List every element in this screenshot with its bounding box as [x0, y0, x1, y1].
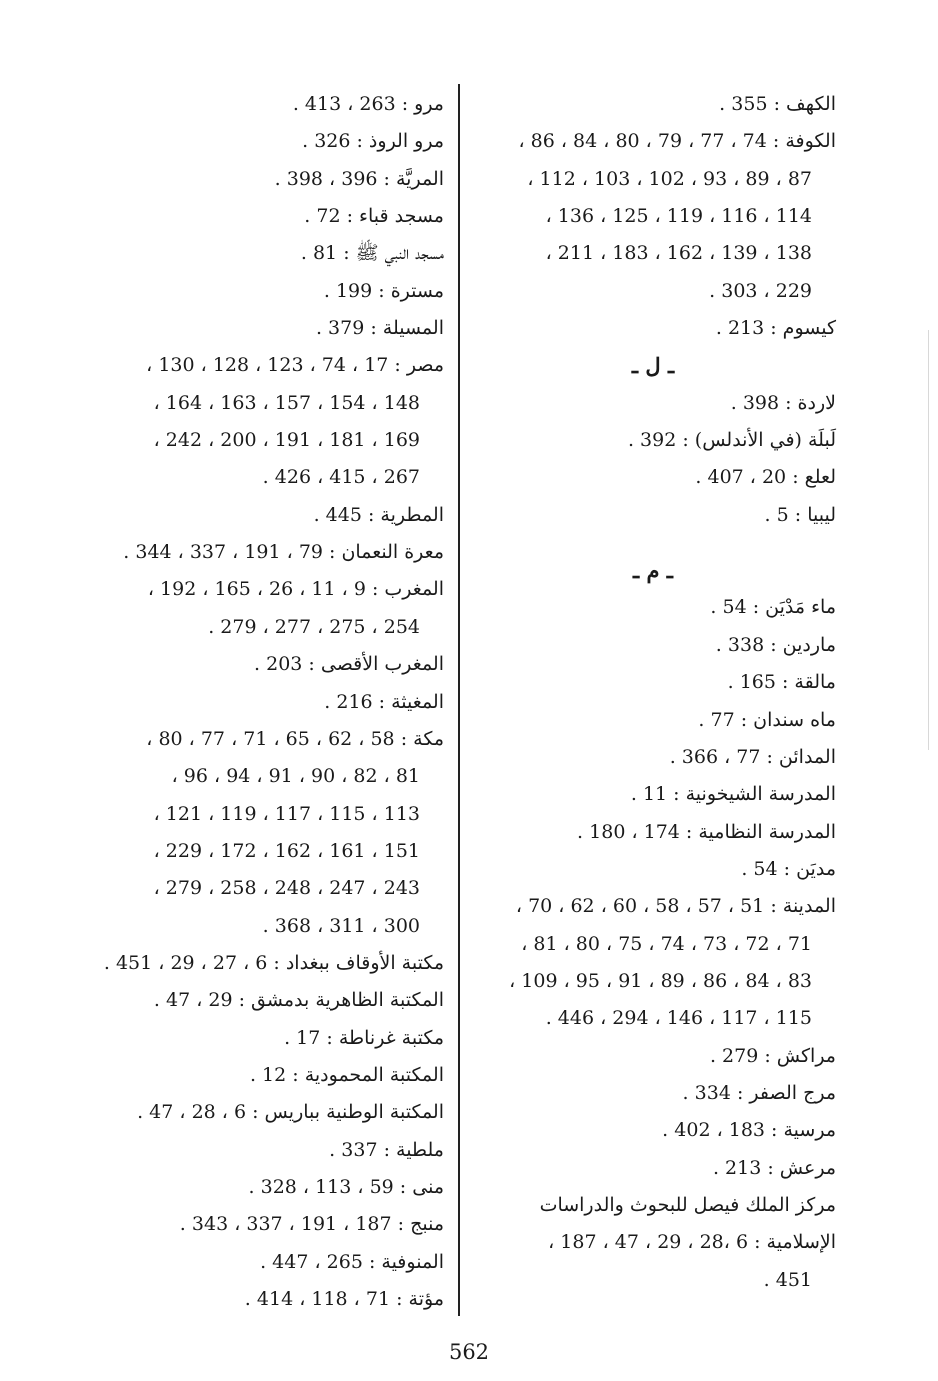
index-entry: لعلع : 20 ، 407 .	[695, 466, 836, 489]
index-entry-continuation: 254 ، 275 ، 277 ، 279 .	[208, 615, 420, 638]
index-entry: منبج : 187 ، 191 ، 337 ، 343 .	[179, 1213, 444, 1236]
section-heading: ـ ل ـ	[631, 353, 675, 379]
index-entry: المغرب : 9 ، 11 ، 26 ، 165 ، 192 ،	[147, 578, 444, 601]
index-entry: المكتبة الوطنية بباريس : 6 ، 28 ، 47 .	[137, 1101, 444, 1124]
index-entry: ماردين : 338 .	[715, 633, 836, 656]
index-entry-continuation: 243 ، 247 ، 248 ، 258 ، 279 ،	[153, 877, 420, 900]
index-entry: ماء مَدْيَن : 54 .	[710, 596, 836, 619]
index-column-right	[470, 86, 836, 1299]
index-entry: المطرية : 445 .	[313, 503, 444, 526]
index-entry-continuation: 267 ، 415 ، 426 .	[262, 466, 420, 489]
index-entry-continuation: 113 ، 115 ، 117 ، 119 ، 121 ،	[153, 802, 420, 825]
index-entry: المكتبة المحمودية : 12 .	[249, 1063, 444, 1086]
index-entry-continuation: 114 ، 116 ، 119 ، 125 ، 136 ،	[545, 205, 812, 228]
index-entry-continuation: 138 ، 139 ، 162 ، 183 ، 211 ،	[545, 242, 812, 265]
index-entry: ملطية : 337 .	[329, 1138, 444, 1161]
index-entry: مديَن : 54 .	[741, 857, 836, 880]
index-entry: كيسوم : 213 .	[715, 317, 836, 340]
index-entry: مؤتة : 71 ، 118 ، 414 .	[244, 1288, 444, 1310]
index-entry: مسجد النبي ﷺ : 81 .	[300, 242, 444, 265]
index-entry: مكة : 58 ، 62 ، 65 ، 71 ، 77 ، 80 ،	[146, 727, 444, 750]
section-heading: ـ م ـ	[633, 558, 673, 584]
index-entry: مكتبة غرناطة : 17 .	[284, 1026, 444, 1049]
section-gap	[470, 534, 836, 552]
index-entry: منى : 59 ، 113 ، 328 .	[248, 1175, 444, 1198]
index-entry: المغرب الأقصى : 203 .	[254, 653, 444, 676]
index-entry: لَبلَة (في الأندلس) : 392 .	[627, 429, 836, 452]
index-entry-continuation: 83 ، 84 ، 86 ، 89 ، 91 ، 95 ، 109 ،	[509, 969, 812, 992]
column-divider	[458, 84, 460, 1316]
index-entry: مالقة : 165 .	[727, 671, 836, 694]
index-entry-continuation: 169 ، 181 ، 191 ، 200 ، 242 ،	[153, 429, 420, 452]
index-entry-continuation: 300 ، 311 ، 368 .	[262, 914, 420, 937]
index-entry: مرعش : 213 .	[712, 1156, 836, 1179]
index-entry: مركز الملك فيصل للبحوث والدراسات	[539, 1193, 836, 1216]
index-entry: مسجد قباء : 72 .	[304, 205, 444, 228]
index-entry: المدائن : 77 ، 366 .	[669, 745, 836, 768]
index-entry: مرو : 263 ، 413 .	[292, 93, 444, 115]
index-entry: الإسلامية : 6 ،28 ، 29 ، 47 ، 187 ،	[548, 1231, 836, 1254]
index-entry-continuation: 148 ، 154 ، 157 ، 163 ، 164 ،	[153, 391, 420, 414]
index-entry-continuation: 115 ، 117 ، 146 ، 294 ، 446 .	[545, 1007, 812, 1030]
index-entry-continuation: 87 ، 89 ، 93 ، 102 ، 103 ، 112 ،	[527, 167, 812, 190]
index-entry: مكتبة الأوقاف ببغداد : 6 ، 27 ، 29 ، 451 .	[103, 951, 444, 974]
index-entry: ماه سندان : 77 .	[698, 708, 836, 731]
index-entry: المكتبة الظاهرية بدمشق : 29 ، 47 .	[153, 989, 444, 1012]
index-entry: مصر : 17 ، 74 ، 123 ، 128 ، 130 ،	[146, 354, 444, 377]
index-entry: مراكش : 279 .	[709, 1044, 836, 1067]
index-entry: مرسية : 183 ، 402 .	[662, 1119, 836, 1142]
index-entry-continuation: 81 ، 82 ، 90 ، 91 ، 94 ، 96 ،	[171, 765, 420, 788]
index-column-left	[88, 86, 444, 1318]
page-edge-mark	[928, 330, 929, 750]
index-entry: معرة النعمان : 79 ، 191 ، 337 ، 344 .	[123, 541, 444, 564]
index-entry-continuation: 151 ، 161 ، 162 ، 172 ، 229 ،	[153, 839, 420, 862]
index-entry: المنوفية : 265 ، 447 .	[260, 1250, 444, 1273]
index-entry: الكوفة : 74 ، 77 ، 79 ، 80 ، 84 ، 86 ،	[518, 130, 836, 153]
index-entry: مسترة : 199 .	[323, 279, 444, 302]
index-entry: لاردة : 398 .	[730, 391, 836, 414]
index-entry: مرو الروذ : 326 .	[302, 130, 444, 153]
index-entry: المسيلة : 379 .	[315, 317, 444, 340]
index-entry: المغيثة : 216 .	[324, 690, 444, 713]
page-number: 562	[448, 1340, 490, 1364]
index-entry-continuation: 451 .	[763, 1268, 812, 1291]
index-entry: المريَّة : 396 ، 398 .	[274, 167, 444, 190]
index-entry: ليبيا : 5 .	[764, 503, 836, 526]
index-entry: مرج الصفر : 334 .	[682, 1081, 836, 1104]
index-entry: الكهف : 355 .	[719, 93, 836, 115]
index-entry: المدينة : 51 ، 57 ، 58 ، 60 ، 62 ، 70 ،	[515, 895, 836, 918]
index-entry: المدرسة الشيخونية : 11 .	[630, 783, 836, 806]
index-entry-continuation: 71 ، 72 ، 73 ، 74 ، 75 ، 80 ، 81 ،	[521, 932, 812, 955]
index-entry: المدرسة النظامية : 174 ، 180 .	[577, 820, 836, 843]
index-entry-continuation: 229 ، 303 .	[709, 279, 812, 302]
